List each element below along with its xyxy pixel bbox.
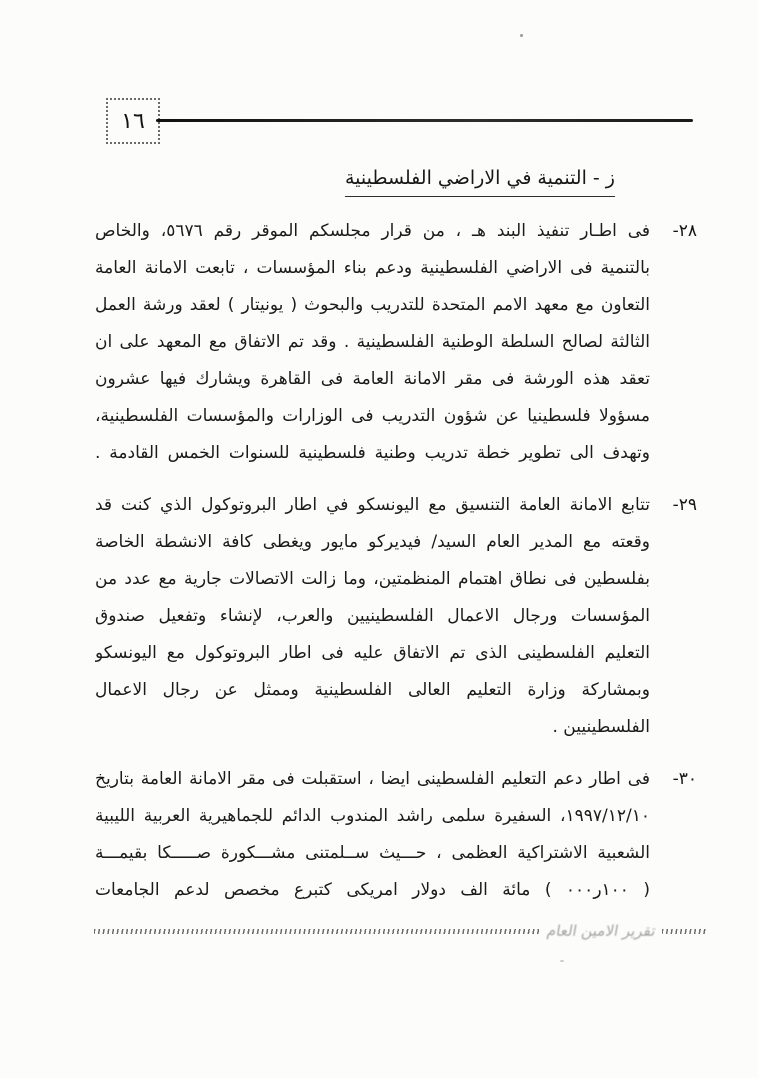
paragraph-lines <box>95 487 650 746</box>
document-body <box>95 213 697 924</box>
footer-hatch-right <box>662 929 706 934</box>
paragraph-number: ٢٩- <box>672 495 697 515</box>
ink-speck <box>560 960 564 962</box>
text-line: الشعبية الاشتراكية العظمى ، حـــيث ســلمتنى مشـــكورة صـــــكا بقيمـــة <box>95 843 650 863</box>
text-line: فى اطـار تنفيذ البند هـ ، من قرار مجلسكم الموقر رقم ٥٦٧٦، والخاص <box>95 221 650 241</box>
text-line: بالتنمية فى الاراضي الفلسطينية ودعم بناء المؤسسات ، تابعت الامانة العامة <box>95 258 650 278</box>
text-line: الثالثة لصالح السلطة الوطنية الفلسطينية . وقد تم الاتفاق مع المعهد على ان <box>95 332 650 352</box>
text-line: مسؤولا فلسطينيا عن شؤون التدريب فى الوزارات والمؤسسات الفلسطينية، <box>95 406 650 426</box>
text-line: فى اطار دعم التعليم الفلسطينى ايضا ، استقبلت فى مقر الامانة العامة بتاريخ <box>95 769 650 789</box>
text-line: وبمشاركة وزارة التعليم العالى الفلسطينية وممثل عن رجال الاعمال <box>95 680 650 700</box>
text-line: وتهدف الى تطوير خطة تدريب وطنية فلسطينية للسنوات الخمس القادمة . <box>95 443 650 463</box>
text-line: التعليم الفلسطينى الذى تم الاتفاق عليه فى اطار البروتوكول مع اليونسكو <box>95 643 650 663</box>
header-rule <box>156 119 693 122</box>
text-line: بفلسطين فى نطاق اهتمام المنظمتين، وما زالت الاتصالات جارية مع عدد من <box>95 569 650 589</box>
text-line: ١٩٩٧/١٢/١٠، السفيرة سلمى راشد المندوب الدائم للجماهيرية العربية الليبية <box>95 806 650 826</box>
text-line: تتابع الامانة العامة التنسيق مع اليونسكو في اطار البروتوكول الذي كنت قد <box>95 495 650 515</box>
section-heading: ز - التنمية في الاراضي الفلسطينية <box>345 167 615 197</box>
page-number: ١٦ <box>121 108 145 134</box>
paragraph-lines <box>95 761 650 909</box>
ink-speck <box>520 34 523 37</box>
page-number-box <box>106 98 160 144</box>
text-line: ( ١٠٠ر٠٠٠ ) مائة الف دولار امريكى كتبرع مخصص لدعم الجامعات <box>95 880 650 900</box>
text-line: تعقد هذه الورشة فى مقر الامانة العامة فى القاهرة ويشارك فيها عشرون <box>95 369 650 389</box>
text-line: الفلسطينيين . <box>552 717 650 737</box>
text-line: وقعته مع المدير العام السيد/ فيديركو مايور ويغطى كافة الانشطة الخاصة <box>95 532 650 552</box>
footer-watermark: تقرير الامين العام <box>545 922 658 940</box>
paragraph <box>95 761 697 909</box>
footer-rule <box>94 921 706 941</box>
text-line: المؤسسات ورجال الاعمال الفلسطينيين والعرب، لإنشاء وتفعيل صندوق <box>95 606 650 626</box>
footer-hatch-left <box>94 929 541 934</box>
text-line: التعاون مع معهد الامم المتحدة للتدريب والبحوث ( يونيتار ) لعقد ورشة العمل <box>95 295 650 315</box>
paragraph <box>95 213 697 472</box>
paragraph <box>95 487 697 746</box>
paragraph-lines <box>95 213 650 472</box>
paragraph-number: ٢٨- <box>672 221 697 241</box>
paragraph-number: ٣٠- <box>672 769 697 789</box>
